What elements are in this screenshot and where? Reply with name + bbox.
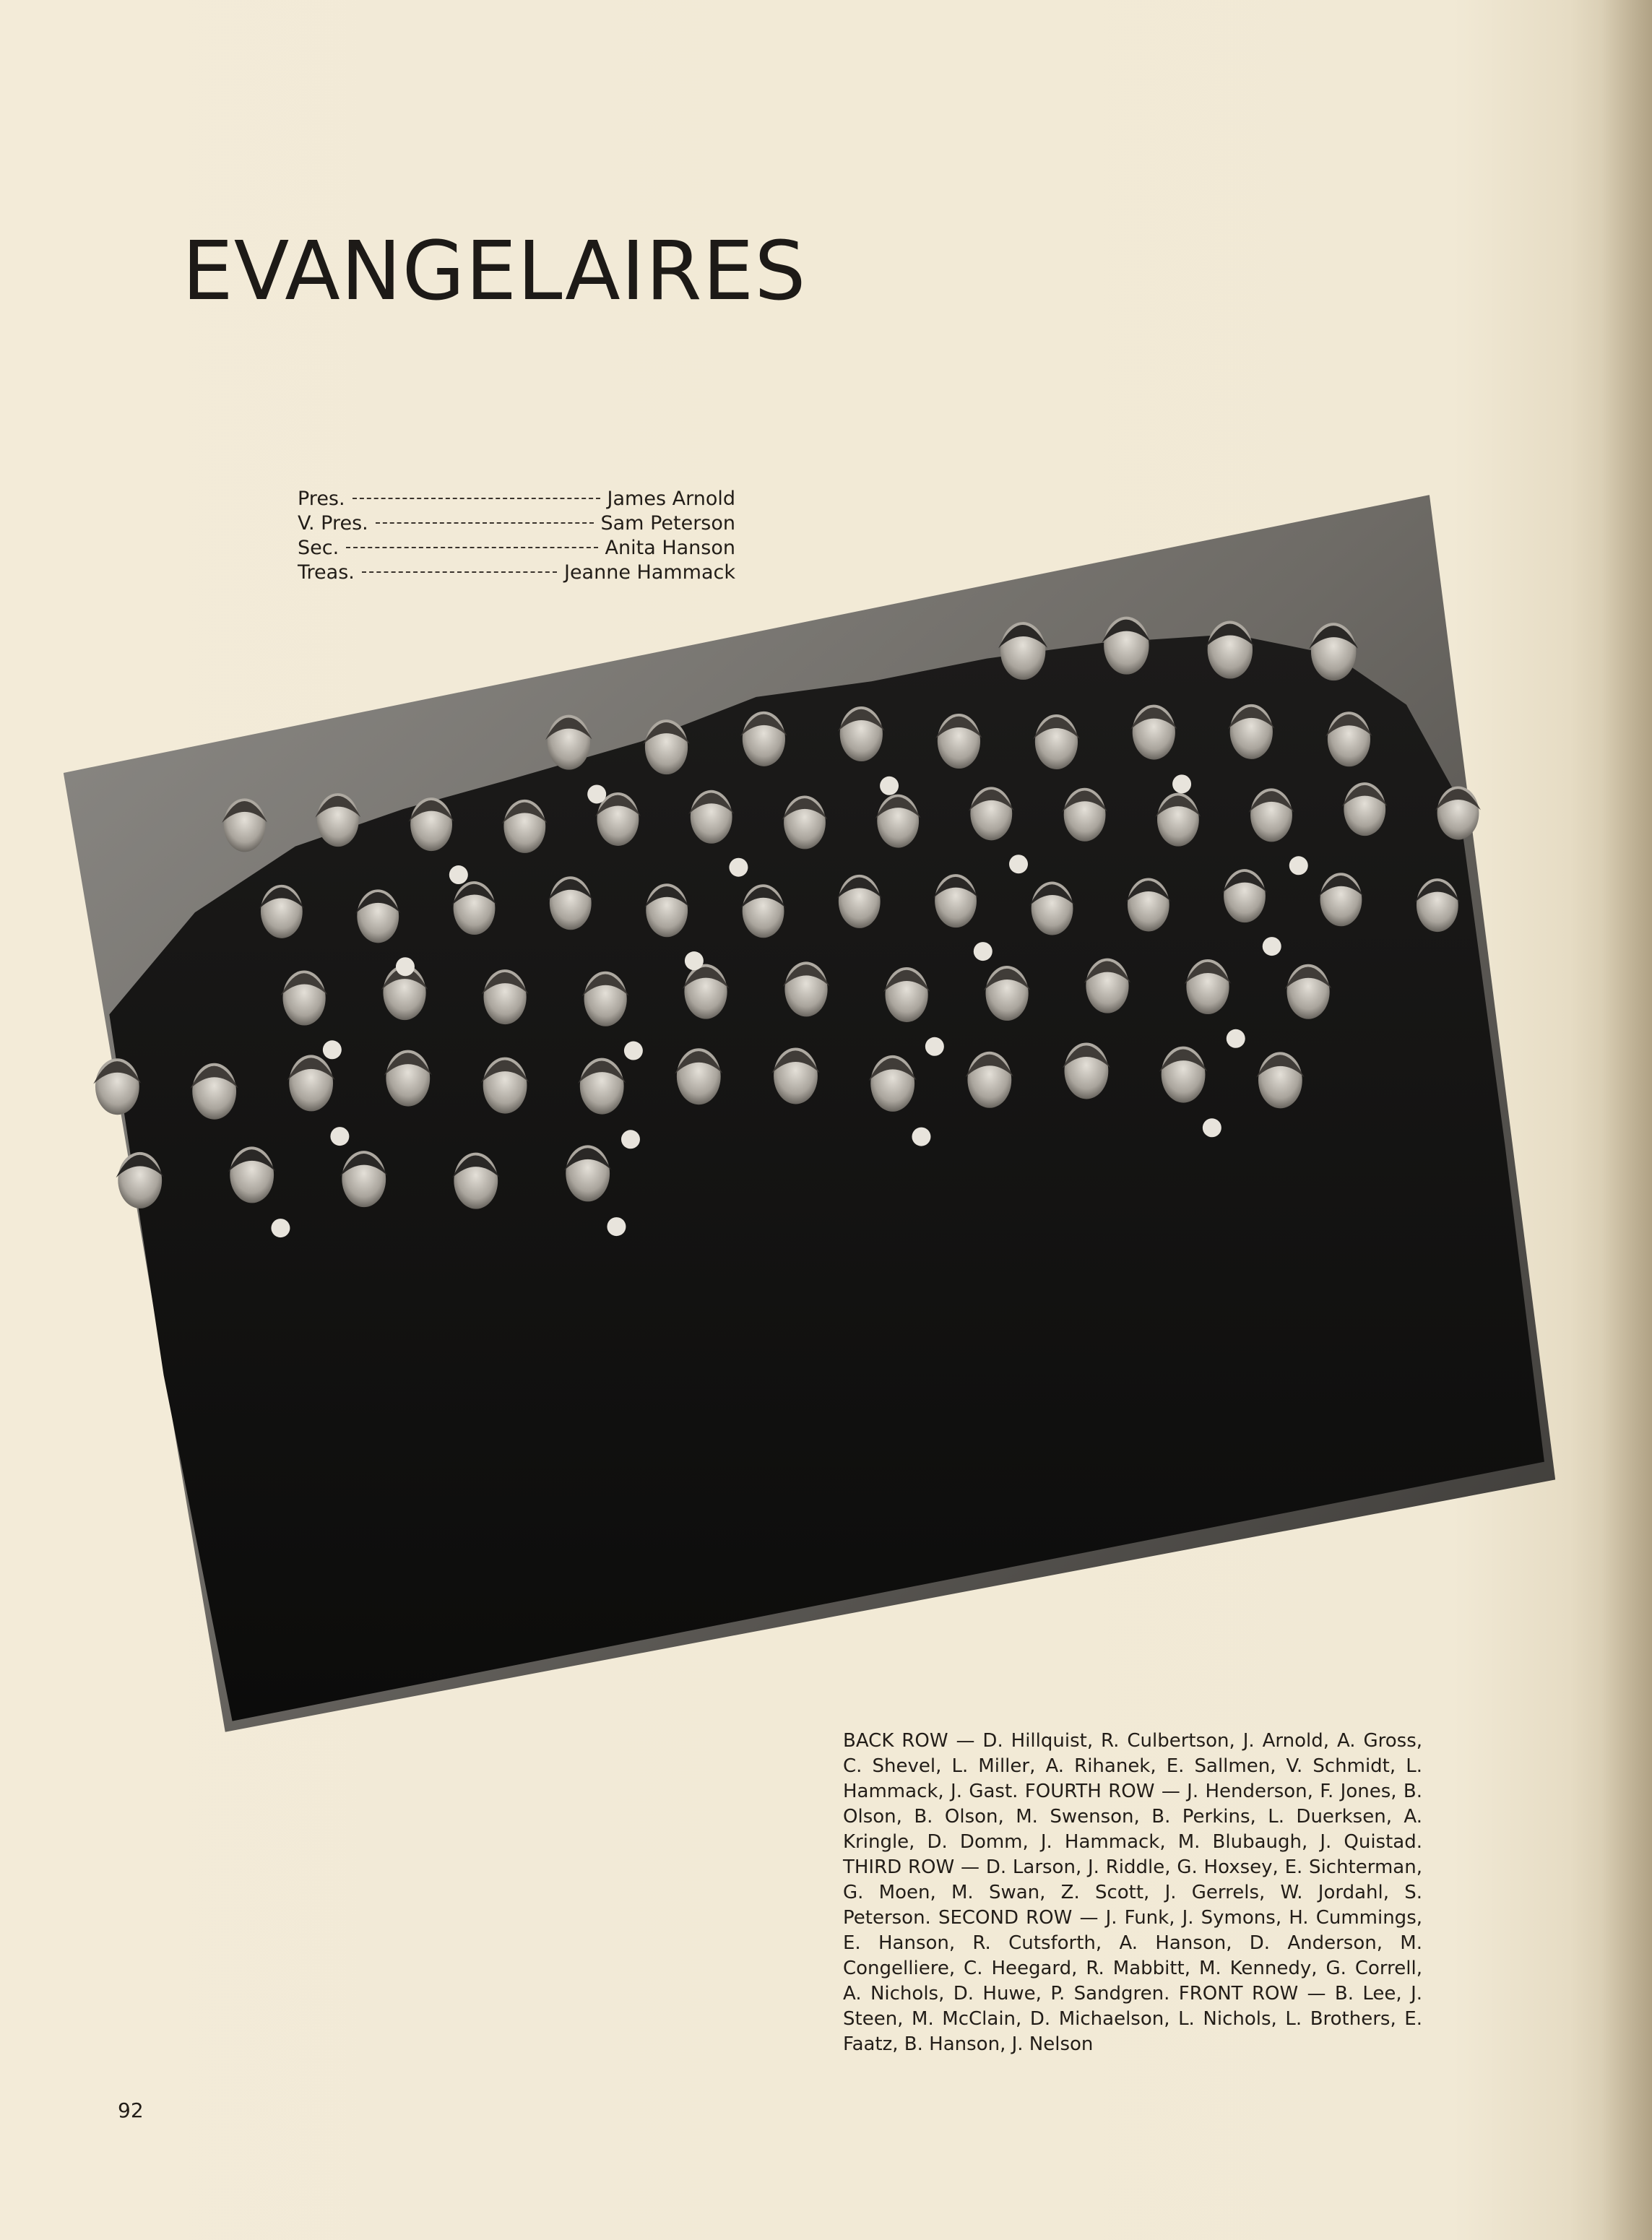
photo-caption: BACK ROW — D. Hillquist, R. Culbertson, J. Arnold, A. Gross, C. Shevel, L. Miller, A. Rihanek, E. Sallmen, V. Schmidt, L. Hammack, J. Gast. FOURTH ROW — J. Henderson, F. Jones, B. Olson, B. Olson, M. Swenson, B. Perkins, L. Duerksen, A. Kringle, D. Domm, J. Hammack, M. Blubaugh, J. Quistad. THIRD ROW — D. Larson, J. Riddle, G. Hoxsey, E. Sichterman, G. Moen, M. Swan, Z. Scott, J. Gerrels, W. Jordahl, S. Peterson. SECOND ROW — J. Funk, J. Symons, H. Cummings, E. Hanson, R. Cutsforth, A. Hanson, D. Anderson, M. Congelliere, C. Heegard, R. Mabbitt, M. Kennedy, G. Correll, A. Nichols, D. Huwe, P. Sandgren. FRONT ROW — B. Lee, J. Steen, M. McClain, D. Michaelson, L. Nichols, L. Brothers, E. Faatz, B. Hanson, J. Nelson: [843, 1730, 1422, 2055]
officer-name: Anita Hanson: [605, 537, 735, 559]
leader-dashes: [353, 498, 600, 499]
page-number: 92: [118, 2098, 144, 2122]
officer-name: James Arnold: [607, 488, 735, 510]
officer-name: Sam Peterson: [600, 512, 735, 535]
officer-role: V. Pres.: [298, 512, 368, 535]
officer-role: Treas.: [298, 561, 355, 584]
binding-shadow: [1601, 0, 1652, 2240]
group-photo-image: [61, 493, 1558, 1733]
officer-name: Jeanne Hammack: [563, 561, 735, 584]
group-photo: [61, 493, 1558, 1733]
page-title: EVANGELAIRES: [182, 225, 807, 319]
officer-role: Pres.: [298, 488, 345, 510]
officer-role: Sec.: [298, 537, 340, 559]
